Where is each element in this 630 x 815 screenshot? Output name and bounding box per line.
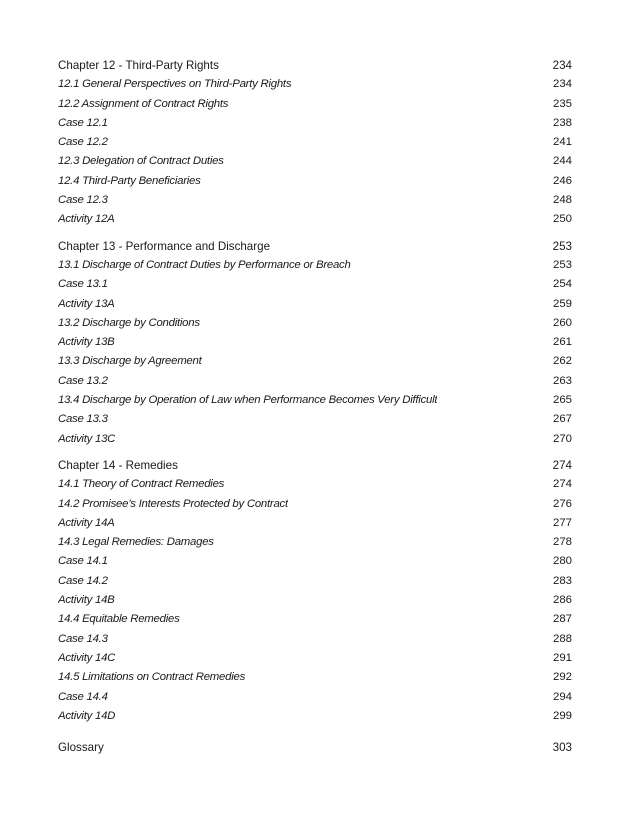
entry-page-number: 292: [552, 671, 572, 684]
toc-entry[interactable]: [58, 133, 572, 152]
toc-chapter-heading[interactable]: [58, 237, 572, 256]
toc-entry[interactable]: [58, 552, 572, 571]
entry-label: Case 13.1: [58, 278, 108, 291]
entry-page-number: 280: [552, 555, 572, 568]
entry-page-number: 248: [552, 194, 572, 207]
toc-entry[interactable]: [58, 591, 572, 610]
entry-label: 14.1 Theory of Contract Remedies: [58, 478, 225, 491]
entry-label: 13.4 Discharge by Operation of Law when Performance Becomes Very Difficult: [58, 394, 438, 407]
entry-page-number: 277: [552, 516, 572, 529]
entry-label: Activity 13C: [58, 432, 116, 445]
toc-chapter-heading[interactable]: [58, 456, 572, 475]
toc-entry[interactable]: [58, 391, 572, 410]
entry-page-number: 244: [552, 155, 572, 168]
entry-label: Case 12.2: [58, 136, 108, 149]
chapter-12-block: [58, 56, 572, 230]
toc-entry[interactable]: [58, 475, 572, 494]
entry-page-number: 253: [552, 258, 572, 271]
entry-page-number: 283: [552, 574, 572, 587]
entry-page-number: 291: [552, 651, 572, 664]
entry-label: Case 12.3: [58, 194, 108, 207]
entry-page-number: 274: [552, 478, 572, 491]
entry-label: Case 14.3: [58, 632, 108, 645]
entry-page-number: 287: [552, 613, 572, 626]
entry-page-number: 265: [552, 394, 572, 407]
entry-label: Case 14.1: [58, 555, 108, 568]
entry-label: Case 14.4: [58, 690, 108, 703]
entry-label: Activity 13A: [58, 297, 115, 310]
chapter-page-number: 274: [552, 458, 572, 472]
entry-page-number: 246: [552, 174, 572, 187]
entry-page-number: 278: [552, 536, 572, 549]
toc-glossary-heading[interactable]: [58, 738, 572, 757]
toc-entry[interactable]: [58, 275, 572, 294]
entry-page-number: 263: [552, 374, 572, 387]
entry-label: 14.5 Limitations on Contract Remedies: [58, 671, 246, 684]
toc-entry[interactable]: [58, 572, 572, 591]
toc-entry[interactable]: [58, 314, 572, 333]
entry-page-number: 259: [552, 297, 572, 310]
entry-label: Activity 14C: [58, 651, 116, 664]
entry-label: Activity 14D: [58, 709, 116, 722]
entry-label: 13.1 Discharge of Contract Duties by Performance or Breach: [58, 258, 351, 271]
entry-page-number: 262: [552, 355, 572, 368]
chapter-title: Chapter 12 - Third-Party Rights: [58, 59, 219, 72]
toc-entry[interactable]: [58, 352, 572, 371]
entry-page-number: 235: [552, 97, 572, 110]
toc-chapter-heading[interactable]: [58, 56, 572, 75]
toc-entry[interactable]: [58, 707, 572, 726]
toc-entry[interactable]: [58, 688, 572, 707]
toc-entry[interactable]: [58, 333, 572, 352]
toc-entry[interactable]: [58, 372, 572, 391]
glossary-page-number: 303: [552, 741, 572, 755]
entry-label: Activity 14A: [58, 516, 115, 529]
toc-entry[interactable]: [58, 191, 572, 210]
toc-entry[interactable]: [58, 95, 572, 114]
table-of-contents: [58, 56, 572, 757]
glossary-title: Glossary: [58, 741, 104, 755]
entry-label: 14.4 Equitable Remedies: [58, 613, 180, 626]
entry-label: 12.1 General Perspectives on Third-Party Rights: [58, 78, 292, 91]
entry-label: 14.2 Promisee’s Interests Protected by Contract: [58, 497, 288, 510]
entry-page-number: 276: [552, 497, 572, 510]
chapter-13-block: [58, 237, 572, 449]
entry-label: Case 13.2: [58, 374, 108, 387]
toc-entry[interactable]: [58, 410, 572, 429]
toc-entry[interactable]: [58, 172, 572, 191]
toc-entry[interactable]: [58, 75, 572, 94]
toc-entry[interactable]: [58, 668, 572, 687]
entry-label: Activity 13B: [58, 336, 115, 349]
glossary-block: [58, 738, 572, 757]
entry-label: 12.4 Third-Party Beneficiaries: [58, 174, 201, 187]
entry-page-number: 261: [552, 336, 572, 349]
entry-label: 14.3 Legal Remedies: Damages: [58, 536, 214, 549]
toc-entry[interactable]: [58, 495, 572, 514]
entry-page-number: 286: [552, 594, 572, 607]
toc-entry[interactable]: [58, 295, 572, 314]
entry-label: 12.3 Delegation of Contract Duties: [58, 155, 224, 168]
toc-entry[interactable]: [58, 630, 572, 649]
toc-entry[interactable]: [58, 152, 572, 171]
toc-entry[interactable]: [58, 256, 572, 275]
toc-entry[interactable]: [58, 610, 572, 629]
toc-entry[interactable]: [58, 533, 572, 552]
entry-label: Case 14.2: [58, 574, 108, 587]
entry-label: Activity 12A: [58, 213, 115, 226]
chapter-title: Chapter 14 - Remedies: [58, 458, 178, 472]
entry-page-number: 260: [552, 316, 572, 329]
chapter-page-number: 234: [552, 59, 572, 72]
entry-page-number: 234: [552, 78, 572, 91]
entry-label: 13.3 Discharge by Agreement: [58, 355, 202, 368]
toc-entry[interactable]: [58, 514, 572, 533]
toc-entry[interactable]: [58, 430, 572, 449]
toc-entry[interactable]: [58, 114, 572, 133]
chapter-14-block: [58, 456, 572, 726]
entry-page-number: 254: [552, 278, 572, 291]
entry-page-number: 288: [552, 632, 572, 645]
entry-label: 13.2 Discharge by Conditions: [58, 316, 200, 329]
toc-entry[interactable]: [58, 649, 572, 668]
entry-label: Case 12.1: [58, 116, 108, 129]
entry-page-number: 294: [552, 690, 572, 703]
entry-label: Activity 14B: [58, 594, 115, 607]
chapter-title: Chapter 13 - Performance and Discharge: [58, 239, 271, 253]
entry-page-number: 267: [552, 413, 572, 426]
entry-page-number: 299: [552, 709, 572, 722]
entry-label: Case 13.3: [58, 413, 108, 426]
entry-page-number: 250: [552, 213, 572, 226]
entry-label: 12.2 Assignment of Contract Rights: [58, 97, 229, 110]
entry-page-number: 241: [552, 136, 572, 149]
chapter-page-number: 253: [552, 239, 572, 253]
entry-page-number: 238: [552, 116, 572, 129]
toc-entry[interactable]: [58, 210, 572, 229]
entry-page-number: 270: [552, 432, 572, 445]
